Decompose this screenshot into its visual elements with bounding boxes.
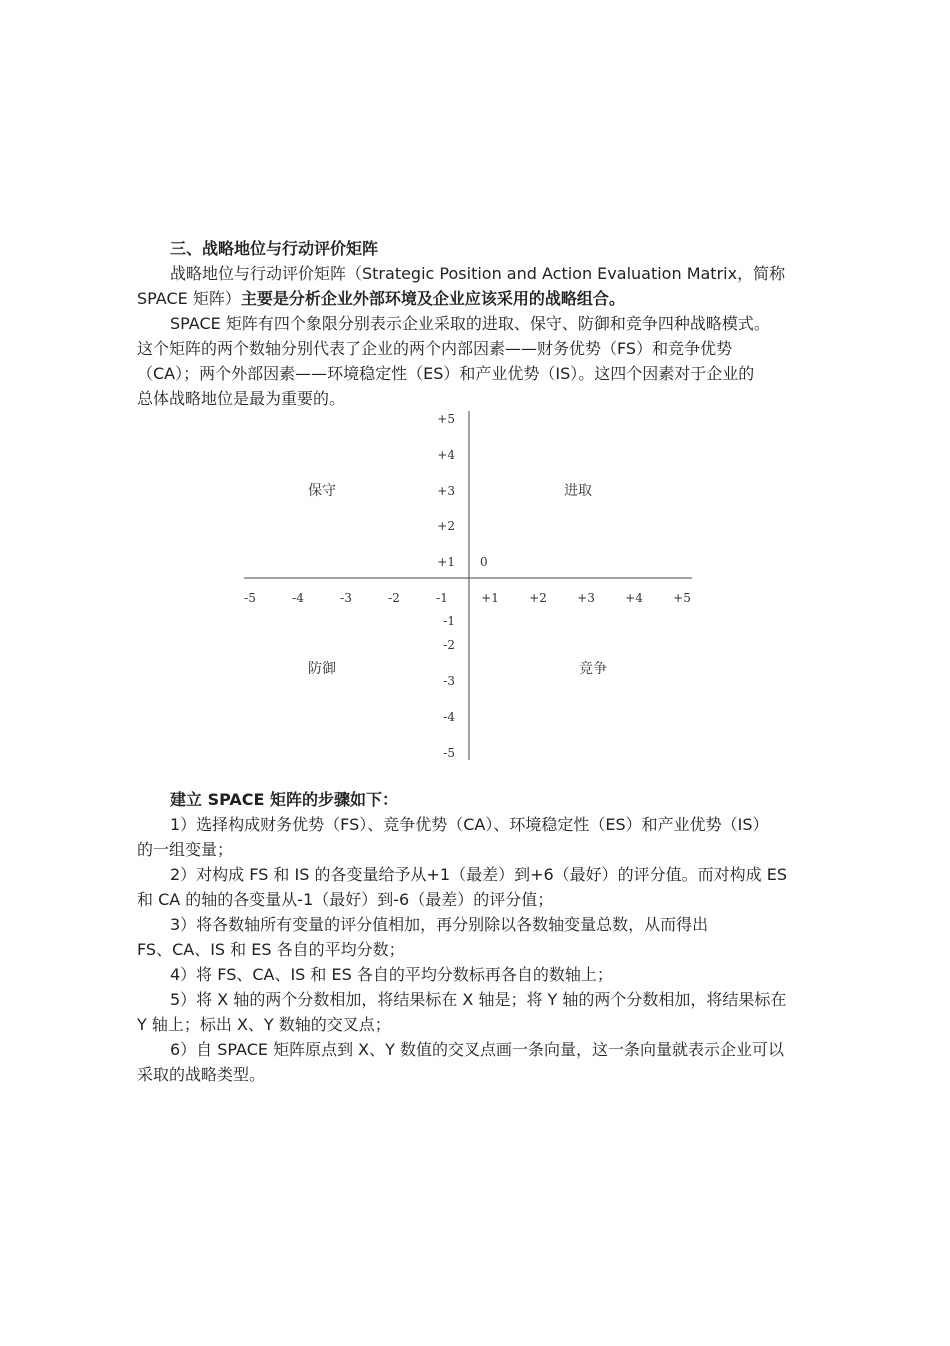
step-5-line-1: 5）将 X 轴的两个分数相加，将结果标在 X 轴是；将 Y 轴的两个分数相加，将结果标在 bbox=[170, 990, 787, 1009]
step-4-line-1: 4）将 FS、CA、IS 和 ES 各自的平均分数标再各自的数轴上； bbox=[170, 965, 613, 984]
intro-line-2 bbox=[137, 286, 813, 311]
x-tick-label: -2 bbox=[388, 591, 400, 605]
step-6-line-1: 6）自 SPACE 矩阵原点到 X、Y 数值的交叉点画一条向量，这一条向量就表示企业可以 bbox=[170, 1040, 784, 1059]
space-matrix-chart bbox=[238, 407, 708, 767]
intro-line-2-bold: 主要是分析企业外部环境及企业应该采用的战略组合。 bbox=[240, 289, 625, 308]
step-6-line-2: 采取的战略类型。 bbox=[137, 1065, 266, 1084]
description-line-3: （CA）；两个外部因素——环境稳定性（ES）和产业优势（IS）。这四个因素对于企业的 bbox=[137, 364, 755, 383]
quadrant-label-bottom-left: 防御 bbox=[308, 661, 336, 677]
quadrant-label-bottom-right: 竞争 bbox=[579, 661, 607, 677]
origin-label: 0 bbox=[480, 555, 488, 569]
step-2-line-1: 2）对构成 FS 和 IS 的各变量给予从+1（最差）到+6（最好）的评分值。而对构成 ES bbox=[170, 865, 788, 884]
description-line-4: 总体战略地位是最为重要的。 bbox=[137, 389, 346, 408]
description-line-1: SPACE 矩阵有四个象限分别表示企业采取的进取、保守、防御和竞争四种战略模式。 bbox=[170, 314, 770, 333]
quadrant-label-top-left: 保守 bbox=[308, 483, 336, 499]
x-tick-label: +3 bbox=[577, 591, 595, 605]
step-3-line-1: 3）将各数轴所有变量的评分值相加，再分别除以各数轴变量总数，从而得出 bbox=[170, 915, 709, 934]
step-5-line-2: Y 轴上；标出 X、Y 数轴的交叉点； bbox=[137, 1015, 391, 1034]
x-tick-label: -3 bbox=[340, 591, 352, 605]
x-tick-label: -1 bbox=[436, 591, 448, 605]
description-line-2: 这个矩阵的两个数轴分别代表了企业的两个内部因素——财务优势（FS）和竞争优势 bbox=[137, 339, 733, 358]
y-tick-label: -4 bbox=[443, 710, 455, 724]
steps-heading: 建立 SPACE 矩阵的步骤如下： bbox=[170, 790, 398, 809]
x-tick-label: +5 bbox=[673, 591, 691, 605]
x-tick-label: +2 bbox=[529, 591, 547, 605]
y-tick-label: -2 bbox=[443, 638, 455, 652]
step-3-line-2: FS、CA、IS 和 ES 各自的平均分数； bbox=[137, 940, 405, 959]
y-tick-label: +5 bbox=[437, 412, 455, 426]
y-tick-label: +2 bbox=[437, 519, 455, 533]
x-tick-label: +4 bbox=[625, 591, 643, 605]
intro-line-2-normal: SPACE 矩阵） bbox=[137, 289, 241, 308]
y-tick-label: -5 bbox=[443, 746, 455, 760]
y-tick-label: +3 bbox=[437, 484, 455, 498]
x-tick-label: +1 bbox=[481, 591, 499, 605]
y-tick-label: +4 bbox=[437, 448, 455, 462]
intro-line-1: 战略地位与行动评价矩阵（Strategic Position and Action Evaluation Matrix，简称 bbox=[170, 264, 786, 283]
y-tick-label: -1 bbox=[443, 614, 455, 628]
y-tick-label: -3 bbox=[443, 674, 455, 688]
step-2-line-2: 和 CA 的轴的各变量从-1（最好）到-6（最差）的评分值； bbox=[137, 890, 554, 909]
y-tick-label: +1 bbox=[437, 555, 455, 569]
section-heading: 三、战略地位与行动评价矩阵 bbox=[170, 239, 379, 258]
x-tick-label: -4 bbox=[292, 591, 304, 605]
quadrant-label-top-right: 进取 bbox=[564, 483, 592, 499]
x-tick-label: -5 bbox=[244, 591, 256, 605]
step-1-line-1: 1）选择构成财务优势（FS）、竞争优势（CA）、环境稳定性（ES）和产业优势（IS） bbox=[170, 815, 769, 834]
step-1-line-2: 的一组变量； bbox=[137, 840, 234, 859]
